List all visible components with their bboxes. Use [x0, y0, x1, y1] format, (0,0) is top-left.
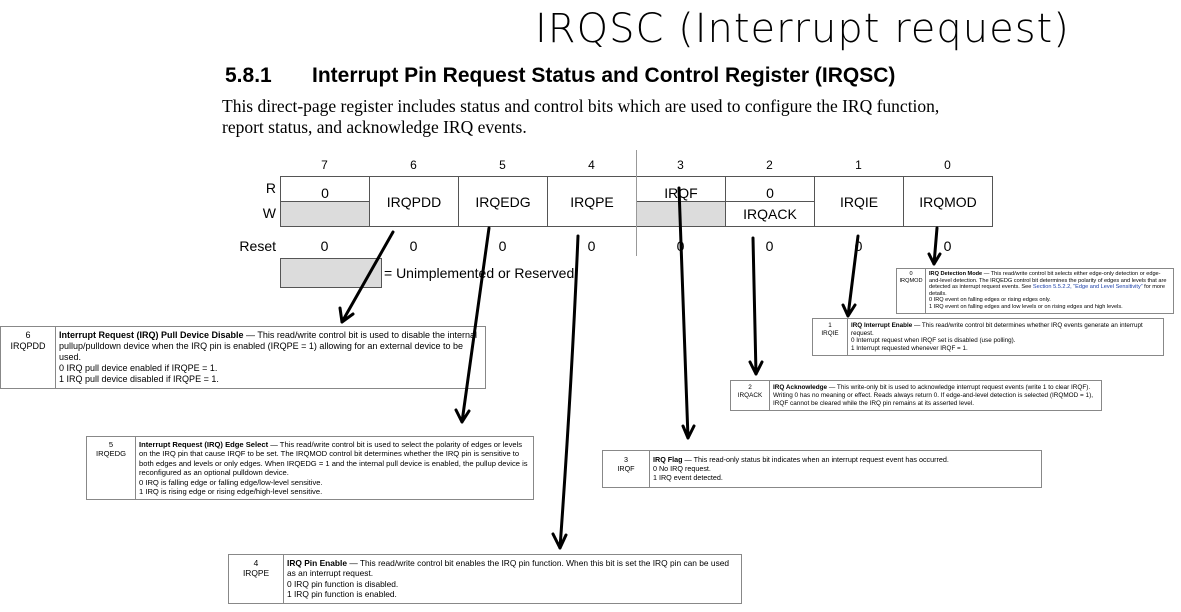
desc-irqie: 1 IRQIE IRQ Interrupt Enable — This read/write control bit determines whether IRQ events generate an interrupt request. 0 Interrupt request when IRQF set is disabled (use polling). 1 Interrupt requested whenever IRQF = 1.: [812, 318, 1164, 356]
bit3-write-reserved: [637, 202, 726, 227]
section-number: 5.8.1: [225, 64, 272, 87]
bit3-read: IRQF: [637, 177, 726, 202]
reset-value: 0: [943, 238, 952, 254]
legend-swatch: [280, 258, 382, 288]
bit2-write: IRQACK: [726, 202, 815, 227]
bit-number: 4: [588, 158, 595, 172]
reset-value: 0: [765, 238, 774, 254]
section-link[interactable]: Section 5.5.2.2, “Edge and Level Sensitivity”: [1032, 284, 1143, 291]
bit7-read: 0: [281, 177, 370, 202]
desc-irqf: 3 IRQF IRQ Flag — This read-only status bit indicates when an interrupt request event has occurred. 0 No IRQ request. 1 IRQ event detected.: [602, 450, 1042, 488]
bit-number: 1: [855, 158, 862, 172]
bit-number: 7: [321, 158, 328, 172]
arrow-irqpe: [553, 236, 578, 548]
bit6-irqpdd: IRQPDD: [370, 177, 459, 227]
row-label-read: R: [265, 180, 276, 196]
handwritten-note: IRQSC (Interrupt request): [535, 6, 1070, 52]
desc-irqpe: 4 IRQPE IRQ Pin Enable — This read/write control bit enables the IRQ pin function. When this bit is set the IRQ pin can be used as an interrupt request. 0 IRQ pin function is disabled. 1 IRQ pin function is enabled.: [228, 554, 742, 604]
row-label-write: W: [262, 205, 276, 221]
reset-value: 0: [676, 238, 685, 254]
bit-number: 6: [410, 158, 417, 172]
bit-number: 2: [766, 158, 773, 172]
bit-number: 3: [677, 158, 684, 172]
section-intro: This direct-page register includes status and control bits which are used to configure the IRQ function, report status, and acknowledge IRQ events.: [222, 96, 940, 137]
reset-value: 0: [320, 238, 329, 254]
legend-text: = Unimplemented or Reserved: [384, 265, 575, 281]
bit4-irqpe: IRQPE: [548, 177, 637, 227]
bit-number: 5: [499, 158, 506, 172]
row-label-reset: Reset: [239, 238, 276, 254]
reset-value: 0: [409, 238, 418, 254]
bit7-write-reserved: [281, 202, 370, 227]
bit-number: 0: [944, 158, 951, 172]
reset-value: 0: [587, 238, 596, 254]
desc-irqedg: 5 IRQEDG Interrupt Request (IRQ) Edge Select — This read/write control bit is used to select the polarity of edges or levels on the IRQ pin that cause IRQF to be set. The IRQMOD control bit determines whether the IRQ pin is sensitive to both edges and levels or only edges. When IRQEDG = 1 and the internal pull device is enabled, the pullup device is reconfigured as an optional pulldown device. 0 IRQ is falling edge or falling edge/low-level sensitive. 1 IRQ is rising edge or rising edge/high-level sensitive.: [86, 436, 534, 500]
reset-value: 0: [498, 238, 507, 254]
bit2-read: 0: [726, 177, 815, 202]
bit5-irqedg: IRQEDG: [459, 177, 548, 227]
bit1-irqie: IRQIE: [815, 177, 904, 227]
bit0-irqmod: IRQMOD: [904, 177, 993, 227]
arrow-irqedg: [456, 228, 489, 422]
desc-irqack: 2 IRQACK IRQ Acknowledge — This write-only bit is used to acknowledge interrupt request events (write 1 to clear IRQF). Writing 0 has no meaning or effect. Reads always return 0. If edge-and-level detection is selected (IRQMOD = 1), IRQF cannot be cleared while the IRQ pin remains at its asserted level.: [730, 380, 1102, 411]
desc-irqpdd: 6 IRQPDD Interrupt Request (IRQ) Pull Device Disable — This read/write control bit is used to disable the internal pullup/pulldown device when the IRQ pin is enabled (IRQPE = 1) allowing for an external device to be used. 0 IRQ pull device enabled if IRQPE = 1. 1 IRQ pull device disabled if IRQPE = 1.: [0, 326, 486, 389]
desc-irqmod: 0 IRQMOD IRQ Detection Mode — This read/write control bit selects either edge-only detection or edge-and-level detection. The IRQEDG control bit determines the polarity of edges and levels that are detected as interrupt request events. See Section 5.5.2.2, “Edge and Level Sensitivity” for more details. 0 IRQ event on falling edges or rising edges only. 1 IRQ event on falling edges and low levels or on rising edges and high levels.: [896, 268, 1174, 314]
section-title: Interrupt Pin Request Status and Control Register (IRQSC): [312, 64, 896, 87]
arrow-irqack: [750, 238, 762, 374]
reset-value: 0: [854, 238, 863, 254]
